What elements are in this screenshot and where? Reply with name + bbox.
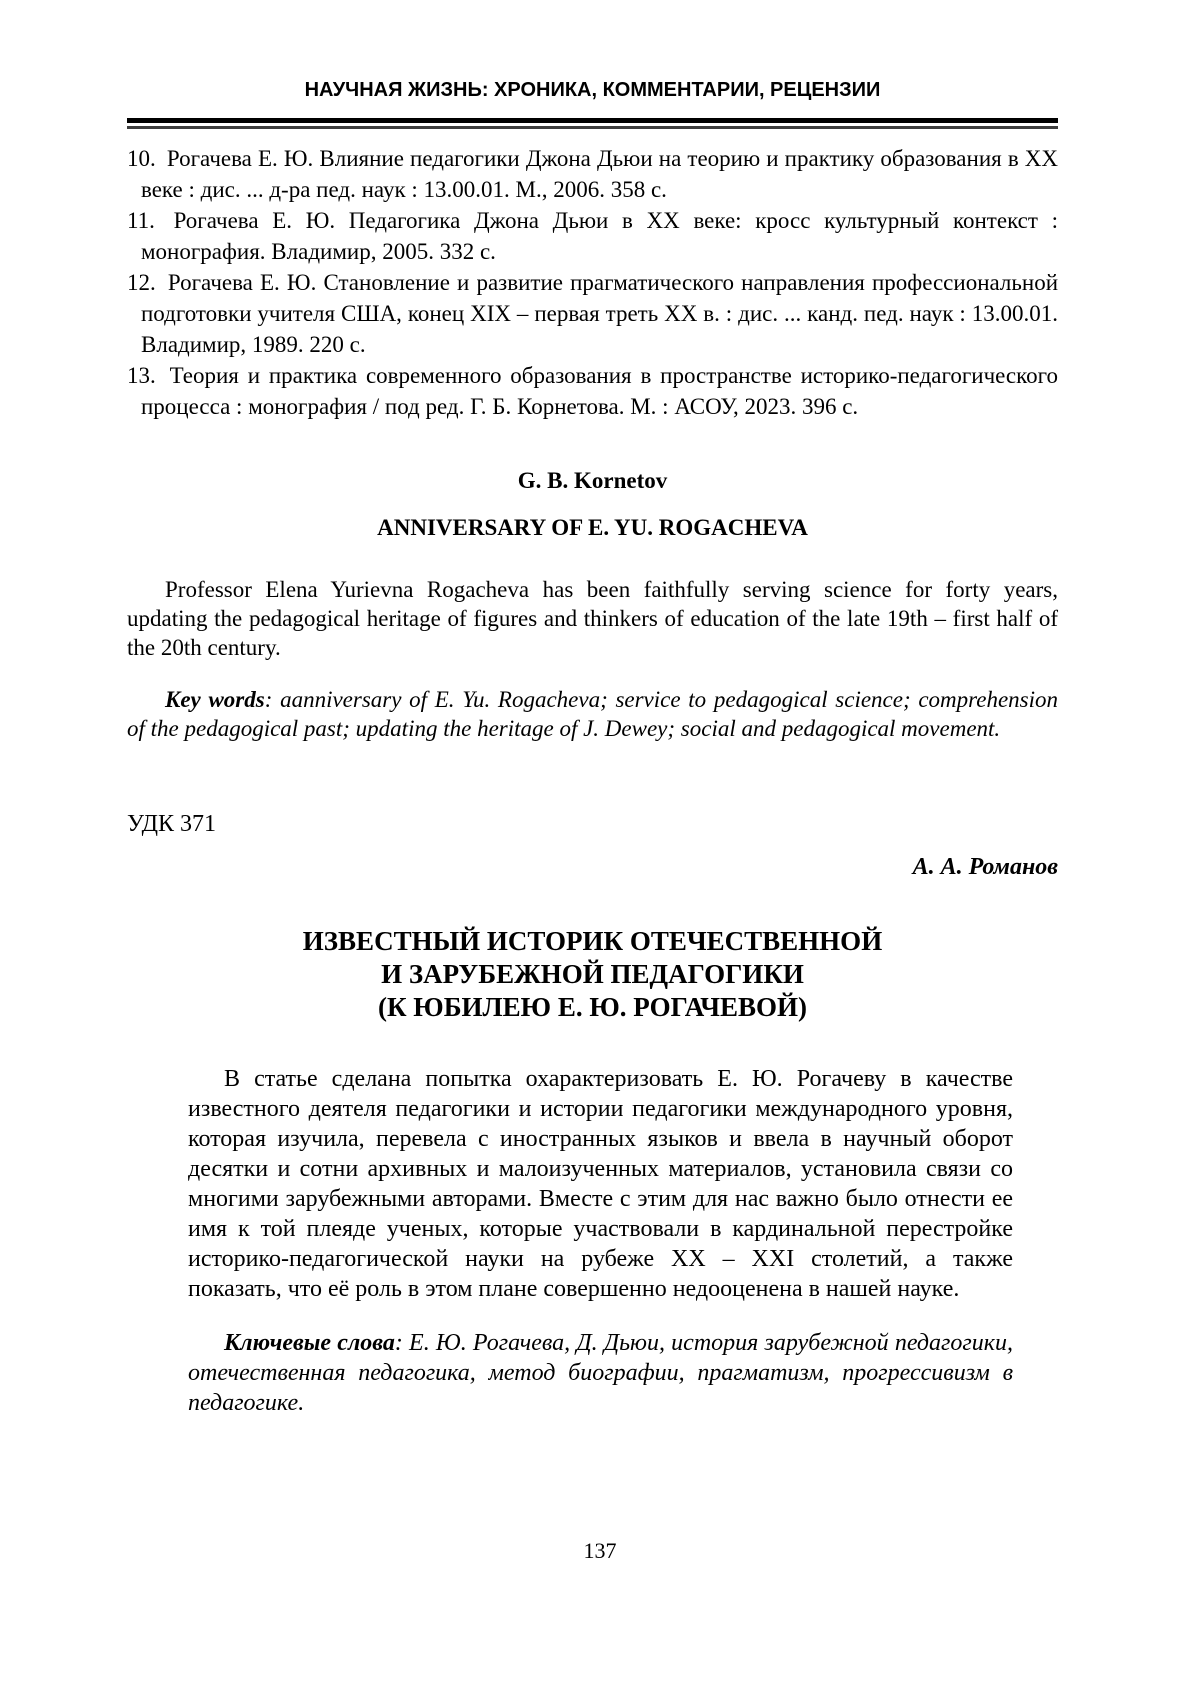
page-number: 137 [583, 1538, 617, 1563]
english-abstract: Professor Elena Yurievna Rogacheva has been faithfully serving science for forty years, updating the pedagogical heritage of figures and thinkers of education of the late 19th – first half of the 20th century. [127, 577, 1058, 660]
russian-keywords-text: : Е. Ю. Рогачева, Д. Дьюи, история зарубежной педагогики, отечественная педагогика, метод биографии, прагматизм, прогрессивизм в педагогике. [188, 1330, 1013, 1416]
reference-number: 13. [127, 363, 156, 388]
russian-keywords [188, 1328, 1013, 1418]
english-article-title: ANNIVERSARY OF E. YU. ROGACHEVA [377, 515, 808, 540]
reference-number: 10. [127, 146, 156, 171]
running-head: НАУЧНАЯ ЖИЗНЬ: ХРОНИКА, КОММЕНТАРИИ, РЕЦЕНЗИИ [304, 79, 881, 101]
reference-item-13 [127, 360, 1058, 422]
russian-title-line-3: (К ЮБИЛЕЮ Е. Ю. РОГАЧЕВОЙ) [377, 992, 808, 1022]
russian-article-title [127, 925, 1058, 1024]
header-rule [127, 118, 1058, 129]
russian-abstract: В статье сделана попытка охарактеризовать Е. Ю. Рогачеву в качестве известного деятеля педагогики и истории педагогики международного уровня, которая изучила, перевела с иностранных языков и ввела в научный оборот десятки и сотни архивных и малоизученных материалов, установила связи со многими зарубежными авторами. Вместе с этим для нас важно было отнести ее имя к той плеяде ученых, которые участвовали в кардинальной перестройке историко-педагогической науки на рубеже XX – XXI столетий, а также показать, что её роль в этом плане совершенно недооценена в нашей науке. [188, 1066, 1013, 1302]
reference-text: Рогачева Е. Ю. Педагогика Джона Дьюи в XX веке: кросс культурный контекст : монография. Владимир, 2005. 332 с. [141, 208, 1058, 264]
russian-title-line-2: И ЗАРУБЕЖНОЙ ПЕДАГОГИКИ [381, 959, 804, 989]
russian-keywords-label: Ключевые слова [224, 1330, 395, 1356]
reference-list [127, 143, 1058, 422]
english-keywords [127, 685, 1058, 743]
russian-title-line-1: ИЗВЕСТНЫЙ ИСТОРИК ОТЕЧЕСТВЕННОЙ [302, 926, 883, 956]
reference-text: Теория и практика современного образования в пространстве историко-педагогического процесса : монография / под ред. Г. Б. Корнетова. М. : АСОУ, 2023. 396 с. [141, 363, 1059, 419]
english-author: G. B. Kornetov [517, 468, 668, 493]
reference-item-10 [127, 143, 1058, 205]
udc-code: УДК 371 [127, 811, 216, 837]
reference-item-12 [127, 267, 1058, 360]
reference-item-11 [127, 205, 1058, 267]
english-keywords-label: Key words [165, 687, 265, 712]
russian-author: А. А. Романов [912, 854, 1058, 880]
reference-text: Рогачева Е. Ю. Влияние педагогики Джона Дьюи на теорию и практику образования в XX веке : дис. ... д-ра пед. наук : 13.00.01. М., 2006. 358 с. [141, 146, 1059, 202]
english-keywords-text: : aanniversary of E. Yu. Rogacheva; service to pedagogical science; comprehension of the pedagogical past; updating the heritage of J. Dewey; social and pedagogical movement. [127, 687, 1059, 741]
reference-number: 11. [127, 208, 155, 233]
reference-number: 12. [127, 270, 156, 295]
reference-text: Рогачева Е. Ю. Становление и развитие прагматического направления профессиональной подготовки учителя США, конец XIX – первая треть XX в. : дис. ... канд. пед. наук : 13.00.01. Владимир, 1989. 220 с. [141, 270, 1059, 357]
